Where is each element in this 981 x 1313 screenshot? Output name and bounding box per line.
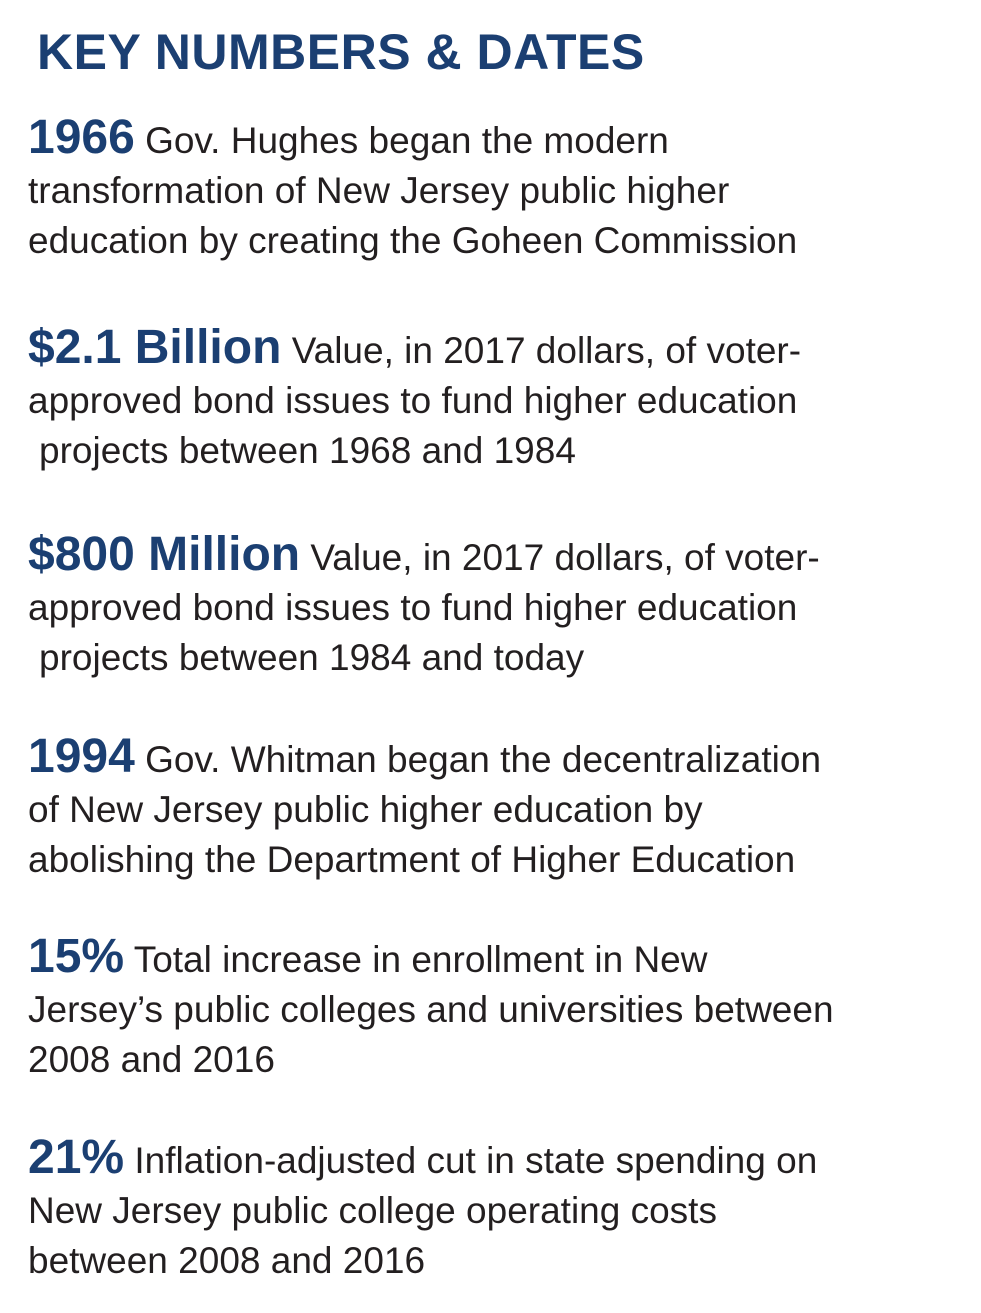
key-figure: $800 Million bbox=[28, 528, 301, 581]
key-figure: $2.1 Billion bbox=[28, 321, 282, 374]
fact-line: Value, in 2017 dollars, of voter- bbox=[310, 537, 820, 578]
fact-line: Value, in 2017 dollars, of voter- bbox=[291, 330, 802, 371]
fact-line: between 2008 and 2016 bbox=[28, 1240, 426, 1281]
fact-line: approved bond issues to fund higher education bbox=[28, 380, 798, 421]
fact-line: 2008 and 2016 bbox=[28, 1039, 275, 1080]
fact-line: approved bond issues to fund higher education bbox=[28, 587, 798, 628]
fact-line: Jersey’s public colleges and universities between bbox=[28, 989, 834, 1030]
key-fact-15-percent bbox=[28, 932, 968, 1085]
key-fact-1966 bbox=[28, 113, 968, 266]
fact-line: Gov. Hughes began the modern bbox=[145, 120, 669, 161]
key-figure: 15% bbox=[28, 930, 125, 983]
page-title: KEY NUMBERS & DATES bbox=[37, 24, 645, 80]
key-figure: 1966 bbox=[28, 111, 135, 164]
key-fact-800-million bbox=[28, 530, 968, 683]
fact-line: transformation of New Jersey public higher bbox=[28, 170, 730, 211]
fact-line: projects between 1984 and today bbox=[39, 637, 585, 678]
fact-line: Gov. Whitman began the decentralization bbox=[145, 739, 822, 780]
key-fact-2-1-billion bbox=[28, 323, 968, 476]
fact-line: abolishing the Department of Higher Education bbox=[28, 839, 796, 880]
fact-line: Inflation-adjusted cut in state spending on bbox=[134, 1140, 818, 1181]
key-figure: 21% bbox=[28, 1131, 125, 1184]
fact-line: education by creating the Goheen Commission bbox=[28, 220, 798, 261]
key-figure: 1994 bbox=[28, 730, 135, 783]
key-fact-21-percent bbox=[28, 1133, 968, 1286]
fact-line: New Jersey public college operating costs bbox=[28, 1190, 717, 1231]
fact-line: Total increase in enrollment in New bbox=[133, 939, 708, 980]
fact-line: of New Jersey public higher education by bbox=[28, 789, 703, 830]
key-fact-1994 bbox=[28, 732, 968, 885]
fact-line: projects between 1968 and 1984 bbox=[39, 430, 576, 471]
